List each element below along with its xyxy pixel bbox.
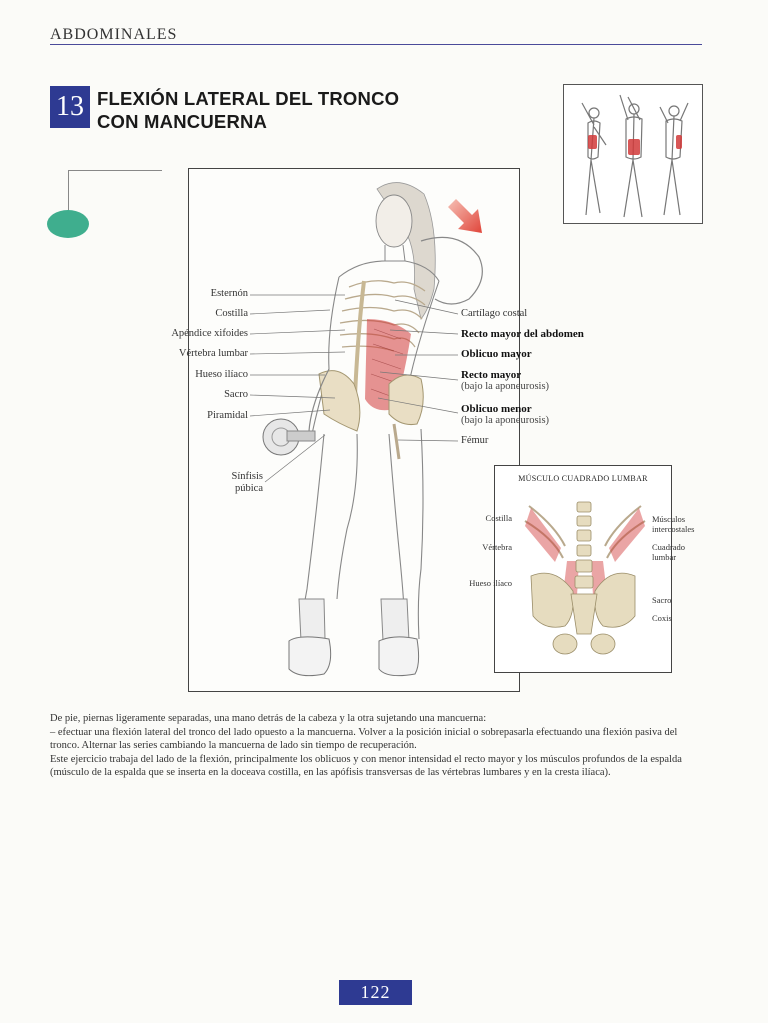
label-oblicuo-mayor: Oblicuo mayor [461,348,532,360]
description-paragraph-2: – efectuar una flexión lateral del tronco del lado opuesto a la mancuerna. Volver a la posición inicial o sobrepasarla efectuando una flexión pasiva del tronco. Alternar las series cambiando la mancuerna de lado sin tiempo de recuperación. [50,726,678,752]
label-femur: Fémur [461,435,489,446]
inset-label-musculos-line1: Músculos [652,514,686,524]
inset-label-vertebra: Vértebra [482,542,512,552]
label-esternon: Esternón [210,288,248,299]
page-number: 122 [339,980,412,1005]
exercise-title-line2: CON MANCUERNA [97,111,268,132]
label-costilla: Costilla [215,308,248,319]
label-sacro: Sacro [224,389,248,400]
section-header: ABDOMINALES [50,26,178,43]
exercise-number: 13 [50,86,90,128]
inset-cuadrado-lumbar [494,465,672,673]
exercise-description [50,712,702,780]
label-recto-mayor-sub: (bajo la aponeurosis) [461,381,550,392]
inset-label-sacro: Sacro [652,595,672,605]
description-paragraph-1: De pie, piernas ligeramente separadas, una mano detrás de la cabeza y la otra sujetando una mancuerna: [50,713,487,724]
label-recto-mayor-abdomen: Recto mayor del abdomen [461,328,584,340]
label-hueso-iliaco: Hueso ilíaco [195,369,248,380]
label-piramidal: Piramidal [207,410,248,421]
label-oblicuo-menor [461,403,549,427]
exercise-title-line1: FLEXIÓN LATERAL DEL TRONCO [97,88,400,109]
inset-label-cuadrado-line2: lumbar [652,552,677,562]
description-paragraph-3: Este ejercicio trabaja del lado de la flexión, principalmente los oblicuos y con menor intensidad el recto mayor y los músculos profundos de la espalda (músculo de la espalda que se inserta en la doceava costilla, en las apófisis transversas de las vértebras lumbares y en la cresta ilíaca). [50,753,682,779]
label-vertebra-lumbar: Vértebra lumbar [178,348,248,359]
inset-label-hueso-iliaco: Hueso ilíaco [469,578,512,588]
label-oblicuo-menor-title: Oblicuo menor [461,403,532,415]
inset-label-costilla: Costilla [485,513,512,523]
inset-label-cuadrado-line1: Cuadrado [652,542,686,552]
label-oblicuo-menor-sub: (bajo la aponeurosis) [461,415,550,426]
label-cartilago-costal: Cartílago costal [461,308,528,319]
inset-label-coxis: Coxis [652,613,672,623]
label-recto-mayor [461,369,549,393]
label-recto-mayor-title: Recto mayor [461,369,522,381]
label-sinfisis-line2: púbica [235,483,263,494]
inset-label-musculos-intercostales [652,514,694,534]
inset-spine-pelvis-illustration [495,466,671,672]
inset-label-musculos-line2: intercostales [652,524,695,534]
label-apendice-xifoides: Apéndice xifoides [171,328,248,339]
label-sinfisis-pubica [231,471,263,495]
inset-title: MÚSCULO CUADRADO LUMBAR [518,474,648,483]
label-sinfisis-line1: Sínfisis [231,471,263,482]
inset-label-cuadrado-lumbar [652,542,685,562]
